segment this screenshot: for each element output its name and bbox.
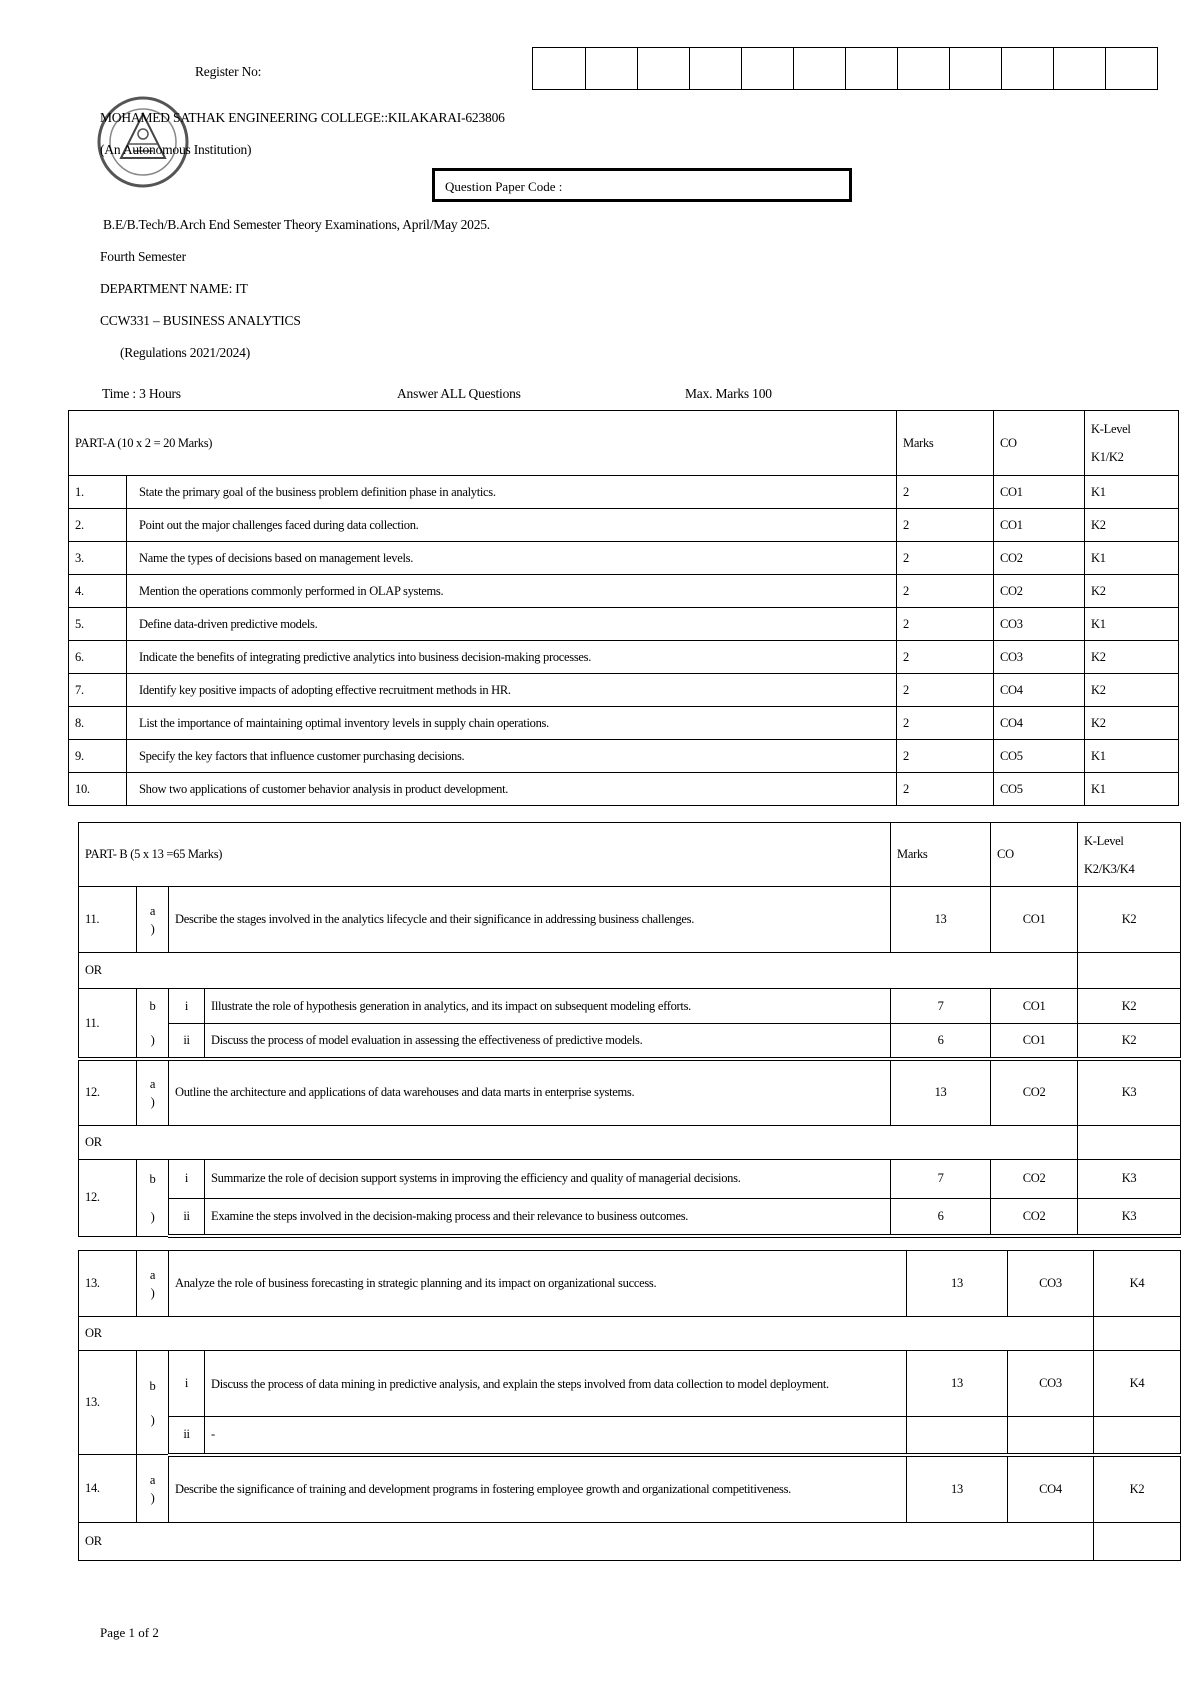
or-row xyxy=(79,1125,1181,1159)
question-text: Discuss the process of model evaluation in assessing the effectiveness of predictive models. xyxy=(205,1024,891,1059)
question-marks: 13 xyxy=(907,1251,1008,1317)
question-klevel: K1 xyxy=(1085,740,1179,773)
part-a-row xyxy=(69,707,1179,740)
question-row xyxy=(79,887,1181,953)
question-text: - xyxy=(205,1417,907,1455)
question-number: 5. xyxy=(69,608,127,641)
or-label: OR xyxy=(79,1523,1094,1561)
department-name: DEPARTMENT NAME: IT xyxy=(100,281,248,296)
part-a-row xyxy=(69,608,1179,641)
question-row xyxy=(79,1199,1181,1236)
question-number: 10. xyxy=(69,773,127,806)
part-paren: ) xyxy=(150,1285,155,1300)
question-klevel: K2 xyxy=(1085,575,1179,608)
question-text: Describe the significance of training and development programs in fostering employee growth and organizational competitiveness. xyxy=(169,1455,907,1523)
col-klevel-sub: K1/K2 xyxy=(1091,450,1124,464)
question-co: CO3 xyxy=(994,608,1085,641)
question-row xyxy=(79,1455,1181,1523)
question-co: CO4 xyxy=(1008,1455,1094,1523)
question-co: CO3 xyxy=(994,641,1085,674)
question-number: 11. xyxy=(79,887,137,953)
question-marks: 13 xyxy=(907,1351,1008,1417)
question-klevel: K1 xyxy=(1085,773,1179,806)
part-letter: b xyxy=(149,1378,156,1393)
question-co: CO2 xyxy=(994,575,1085,608)
question-co: CO2 xyxy=(991,1199,1078,1236)
question-number: 11. xyxy=(79,989,137,1060)
part-letter: a xyxy=(149,1076,156,1091)
question-marks: 2 xyxy=(897,608,994,641)
part-letter: a xyxy=(149,1267,156,1282)
question-klevel: K4 xyxy=(1094,1251,1181,1317)
question-number: 6. xyxy=(69,641,127,674)
part-a-table xyxy=(68,410,1179,806)
question-klevel: K1 xyxy=(1085,476,1179,509)
question-number: 14. xyxy=(79,1455,137,1523)
question-text: Indicate the benefits of integrating predictive analytics into business decision-making processes. xyxy=(127,641,897,674)
question-marks: 2 xyxy=(897,509,994,542)
exam-title: B.E/B.Tech/B.Arch End Semester Theory Examinations, April/May 2025. xyxy=(103,217,490,232)
question-number: 12. xyxy=(79,1159,137,1236)
question-co: CO4 xyxy=(994,707,1085,740)
or-label: OR xyxy=(79,1317,1094,1351)
part-letter: a xyxy=(149,903,156,918)
qp-code-label: Question Paper Code : xyxy=(445,179,563,194)
sub-number: ii xyxy=(169,1417,205,1455)
part-label xyxy=(137,1351,169,1455)
sub-number: i xyxy=(169,1159,205,1199)
question-text: Point out the major challenges faced during data collection. xyxy=(127,509,897,542)
or-row xyxy=(79,953,1181,989)
question-paper-code-box[interactable] xyxy=(432,168,852,202)
question-text: Mention the operations commonly performed in OLAP systems. xyxy=(127,575,897,608)
question-number: 3. xyxy=(69,542,127,575)
question-klevel: K3 xyxy=(1078,1199,1181,1236)
part-a-row xyxy=(69,575,1179,608)
or-row xyxy=(79,1523,1181,1561)
part-a-header-row xyxy=(69,411,1179,476)
part-a-row xyxy=(69,773,1179,806)
question-klevel: K4 xyxy=(1094,1351,1181,1417)
question-text: List the importance of maintaining optimal inventory levels in supply chain operations. xyxy=(127,707,897,740)
max-marks: Max. Marks 100 xyxy=(685,386,772,401)
part-label xyxy=(137,1251,169,1317)
part-label xyxy=(137,1059,169,1125)
question-row xyxy=(79,1024,1181,1059)
question-co: CO3 xyxy=(1008,1251,1094,1317)
question-text: Analyze the role of business forecasting in strategic planning and its impact on organizational success. xyxy=(169,1251,907,1317)
question-number: 1. xyxy=(69,476,127,509)
question-co: CO1 xyxy=(991,887,1078,953)
question-marks: 13 xyxy=(891,1059,991,1125)
or-label: OR xyxy=(79,953,1078,989)
question-klevel: K1 xyxy=(1085,608,1179,641)
question-co: CO1 xyxy=(994,509,1085,542)
question-marks: 2 xyxy=(897,476,994,509)
question-text: Define data-driven predictive models. xyxy=(127,608,897,641)
col-marks: Marks xyxy=(897,411,994,476)
part-letter: b xyxy=(149,1171,156,1186)
question-klevel: K3 xyxy=(1078,1059,1181,1125)
part-b-header-row xyxy=(79,823,1181,887)
part-paren: ) xyxy=(150,1033,155,1047)
question-number: 12. xyxy=(79,1059,137,1125)
part-label xyxy=(137,887,169,953)
question-klevel: K2 xyxy=(1094,1455,1181,1523)
register-label: Register No: xyxy=(195,64,262,79)
part-b-title: PART- B (5 x 13 =65 Marks) xyxy=(79,823,891,887)
question-marks: 2 xyxy=(897,575,994,608)
or-row xyxy=(79,1317,1181,1351)
question-marks: 2 xyxy=(897,674,994,707)
question-klevel: K2 xyxy=(1085,509,1179,542)
col-co: CO xyxy=(994,411,1085,476)
question-klevel: K2 xyxy=(1085,707,1179,740)
part-paren: ) xyxy=(150,1490,155,1505)
question-klevel: K2 xyxy=(1078,887,1181,953)
or-label: OR xyxy=(79,1125,1078,1159)
part-label xyxy=(137,989,169,1060)
question-co: CO5 xyxy=(994,773,1085,806)
question-text: Show two applications of customer behavior analysis in product development. xyxy=(127,773,897,806)
col-klevel-label: K-Level xyxy=(1091,422,1131,436)
col-klevel-sub: K2/K3/K4 xyxy=(1084,861,1135,876)
regulations: (Regulations 2021/2024) xyxy=(120,345,251,360)
part-b-table xyxy=(78,822,1181,1238)
question-number: 9. xyxy=(69,740,127,773)
question-text: Illustrate the role of hypothesis generation in analytics, and its impact on subsequent modeling efforts. xyxy=(205,989,891,1024)
question-klevel: K3 xyxy=(1078,1159,1181,1199)
question-marks: 13 xyxy=(891,887,991,953)
question-text: Summarize the role of decision support systems in improving the efficiency and quality of managerial decisions. xyxy=(205,1159,891,1199)
question-klevel: K2 xyxy=(1078,989,1181,1024)
question-co: CO2 xyxy=(991,1159,1078,1199)
part-a-row xyxy=(69,509,1179,542)
part-paren: ) xyxy=(150,921,155,936)
col-klevel xyxy=(1085,411,1179,476)
part-a-row xyxy=(69,542,1179,575)
sub-number: i xyxy=(169,1351,205,1417)
question-marks: 7 xyxy=(891,1159,991,1199)
sub-number: i xyxy=(169,989,205,1024)
col-klevel-label: K-Level xyxy=(1084,833,1124,848)
question-co: CO1 xyxy=(991,989,1078,1024)
part-a-title: PART-A (10 x 2 = 20 Marks) xyxy=(69,411,897,476)
question-marks xyxy=(907,1417,1008,1455)
col-klevel xyxy=(1078,823,1181,887)
question-number: 13. xyxy=(79,1351,137,1455)
part-a-row xyxy=(69,674,1179,707)
part-paren: ) xyxy=(150,1094,155,1109)
col-marks: Marks xyxy=(891,823,991,887)
question-row xyxy=(79,1417,1181,1455)
question-number: 13. xyxy=(79,1251,137,1317)
question-text: Specify the key factors that influence customer purchasing decisions. xyxy=(127,740,897,773)
instruction: Answer ALL Questions xyxy=(397,386,521,401)
part-a-row xyxy=(69,740,1179,773)
part-label xyxy=(137,1455,169,1523)
part-paren: ) xyxy=(150,1412,155,1427)
part-b-table-continued xyxy=(78,1250,1181,1561)
college-name: MOHAMED SATHAK ENGINEERING COLLEGE::KILAKARAI-623806 xyxy=(100,110,505,125)
question-row xyxy=(79,1251,1181,1317)
question-row xyxy=(79,989,1181,1024)
page-number: Page 1 of 2 xyxy=(100,1625,159,1640)
question-co: CO4 xyxy=(994,674,1085,707)
question-marks: 2 xyxy=(897,641,994,674)
course-title: CCW331 – BUSINESS ANALYTICS xyxy=(100,313,301,328)
question-row xyxy=(79,1159,1181,1199)
question-row xyxy=(79,1059,1181,1125)
question-klevel: K1 xyxy=(1085,542,1179,575)
exam-time: Time : 3 Hours xyxy=(102,386,181,401)
question-text: Outline the architecture and applications of data warehouses and data marts in enterprise systems. xyxy=(169,1059,891,1125)
part-label xyxy=(137,1159,169,1236)
part-a-row xyxy=(69,476,1179,509)
question-text: Identify key positive impacts of adopting effective recruitment methods in HR. xyxy=(127,674,897,707)
question-klevel: K2 xyxy=(1085,641,1179,674)
question-number: 8. xyxy=(69,707,127,740)
question-text: Discuss the process of data mining in predictive analysis, and explain the steps involved from data collection to model deployment. xyxy=(205,1351,907,1417)
question-text: Examine the steps involved in the decision-making process and their relevance to business outcomes. xyxy=(205,1199,891,1236)
register-number-grid[interactable] xyxy=(532,47,1158,90)
part-a-row xyxy=(69,641,1179,674)
semester: Fourth Semester xyxy=(100,249,186,264)
sub-number: ii xyxy=(169,1199,205,1236)
question-marks: 6 xyxy=(891,1024,991,1059)
question-row xyxy=(79,1351,1181,1417)
institution-type: (An Autonomous Institution) xyxy=(100,142,252,157)
question-number: 4. xyxy=(69,575,127,608)
question-co xyxy=(1008,1417,1094,1455)
question-marks: 2 xyxy=(897,740,994,773)
question-co: CO2 xyxy=(994,542,1085,575)
question-klevel: K2 xyxy=(1078,1024,1181,1059)
part-letter: b xyxy=(149,999,156,1013)
question-marks: 7 xyxy=(891,989,991,1024)
question-marks: 2 xyxy=(897,773,994,806)
question-marks: 2 xyxy=(897,542,994,575)
question-text: Describe the stages involved in the analytics lifecycle and their significance in addressing business challenges. xyxy=(169,887,891,953)
col-co: CO xyxy=(991,823,1078,887)
question-co: CO5 xyxy=(994,740,1085,773)
question-co: CO1 xyxy=(994,476,1085,509)
question-marks: 13 xyxy=(907,1455,1008,1523)
question-klevel: K2 xyxy=(1085,674,1179,707)
question-co: CO1 xyxy=(991,1024,1078,1059)
question-co: CO3 xyxy=(1008,1351,1094,1417)
question-co: CO2 xyxy=(991,1059,1078,1125)
part-paren: ) xyxy=(150,1209,155,1224)
question-number: 7. xyxy=(69,674,127,707)
question-marks: 2 xyxy=(897,707,994,740)
sub-number: ii xyxy=(169,1024,205,1059)
question-number: 2. xyxy=(69,509,127,542)
question-marks: 6 xyxy=(891,1199,991,1236)
question-klevel xyxy=(1094,1417,1181,1455)
question-text: State the primary goal of the business problem definition phase in analytics. xyxy=(127,476,897,509)
question-text: Name the types of decisions based on management levels. xyxy=(127,542,897,575)
part-letter: a xyxy=(149,1472,156,1487)
